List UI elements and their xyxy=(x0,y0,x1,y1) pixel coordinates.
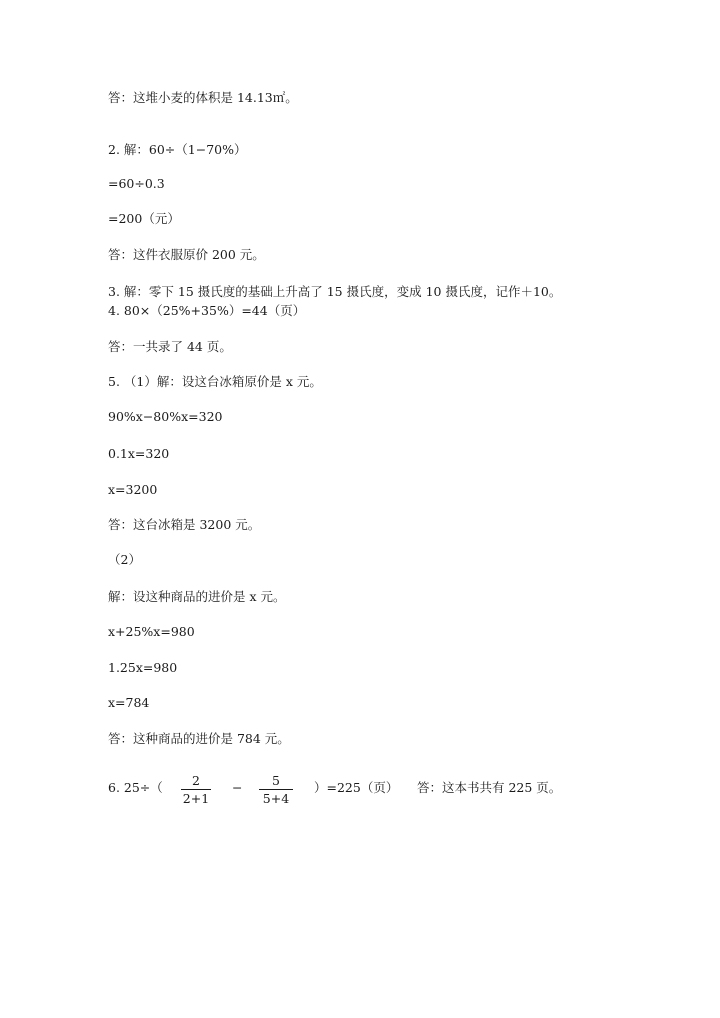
q6-fraction-1-bar xyxy=(181,789,211,790)
line-q5-answer2: 答：这种商品的进价是 784 元。 xyxy=(108,731,290,746)
line-q5-eq1: 90%x−80%x=320 xyxy=(108,409,223,424)
q6-fraction-1-numerator: 2 xyxy=(192,773,200,788)
line-q5-eq5: 1.25x=980 xyxy=(108,660,178,675)
line-q5-answer1: 答：这台冰箱是 3200 元。 xyxy=(108,517,261,532)
q6-answer: 答：这本书共有 225 页。 xyxy=(417,780,562,795)
line-q5-eq4: x+25%x=980 xyxy=(108,624,195,639)
line-q2-answer: 答：这件衣服原价 200 元。 xyxy=(108,247,265,262)
line-q5-part1: 5. （1）解：设这台冰箱原价是 x 元。 xyxy=(108,374,322,389)
q6-minus: − xyxy=(232,780,243,795)
q6-prefix: 6. 25÷（ xyxy=(108,780,163,795)
line-q2-step2: =200（元） xyxy=(108,211,180,226)
line-q5-part2: （2） xyxy=(108,552,141,567)
q6-suffix: ）=225（页） xyxy=(314,780,399,795)
line-q4-solution: 4. 80×（25%+35%）=44（页） xyxy=(108,303,306,318)
line-q2-solution: 2. 解：60÷（1−70%） xyxy=(108,142,247,157)
q6-fraction-1 xyxy=(181,773,211,806)
line-q3-solution: 3. 解：零下 15 摄氏度的基础上升高了 15 摄氏度，变成 10 摄氏度，记作＋10。 xyxy=(108,284,562,299)
q6-fraction-2-denominator: 5+4 xyxy=(262,791,290,806)
line-q5-part2-setup: 解：设这种商品的进价是 x 元。 xyxy=(108,589,286,604)
line-answer-wheat: 答：这堆小麦的体积是 14.13㎡。 xyxy=(108,90,298,105)
q6-fraction-2-bar xyxy=(259,789,293,790)
line-q4-answer: 答：一共录了 44 页。 xyxy=(108,339,232,354)
q6-fraction-2 xyxy=(259,773,293,806)
line-q5-eq6: x=784 xyxy=(108,695,150,710)
line-q2-step1: =60÷0.3 xyxy=(108,176,165,191)
line-q5-eq3: x=3200 xyxy=(108,482,158,497)
line-q5-eq2: 0.1x=320 xyxy=(108,446,170,461)
q6-fraction-1-denominator: 2+1 xyxy=(182,791,210,806)
q6-fraction-2-numerator: 5 xyxy=(272,773,280,788)
